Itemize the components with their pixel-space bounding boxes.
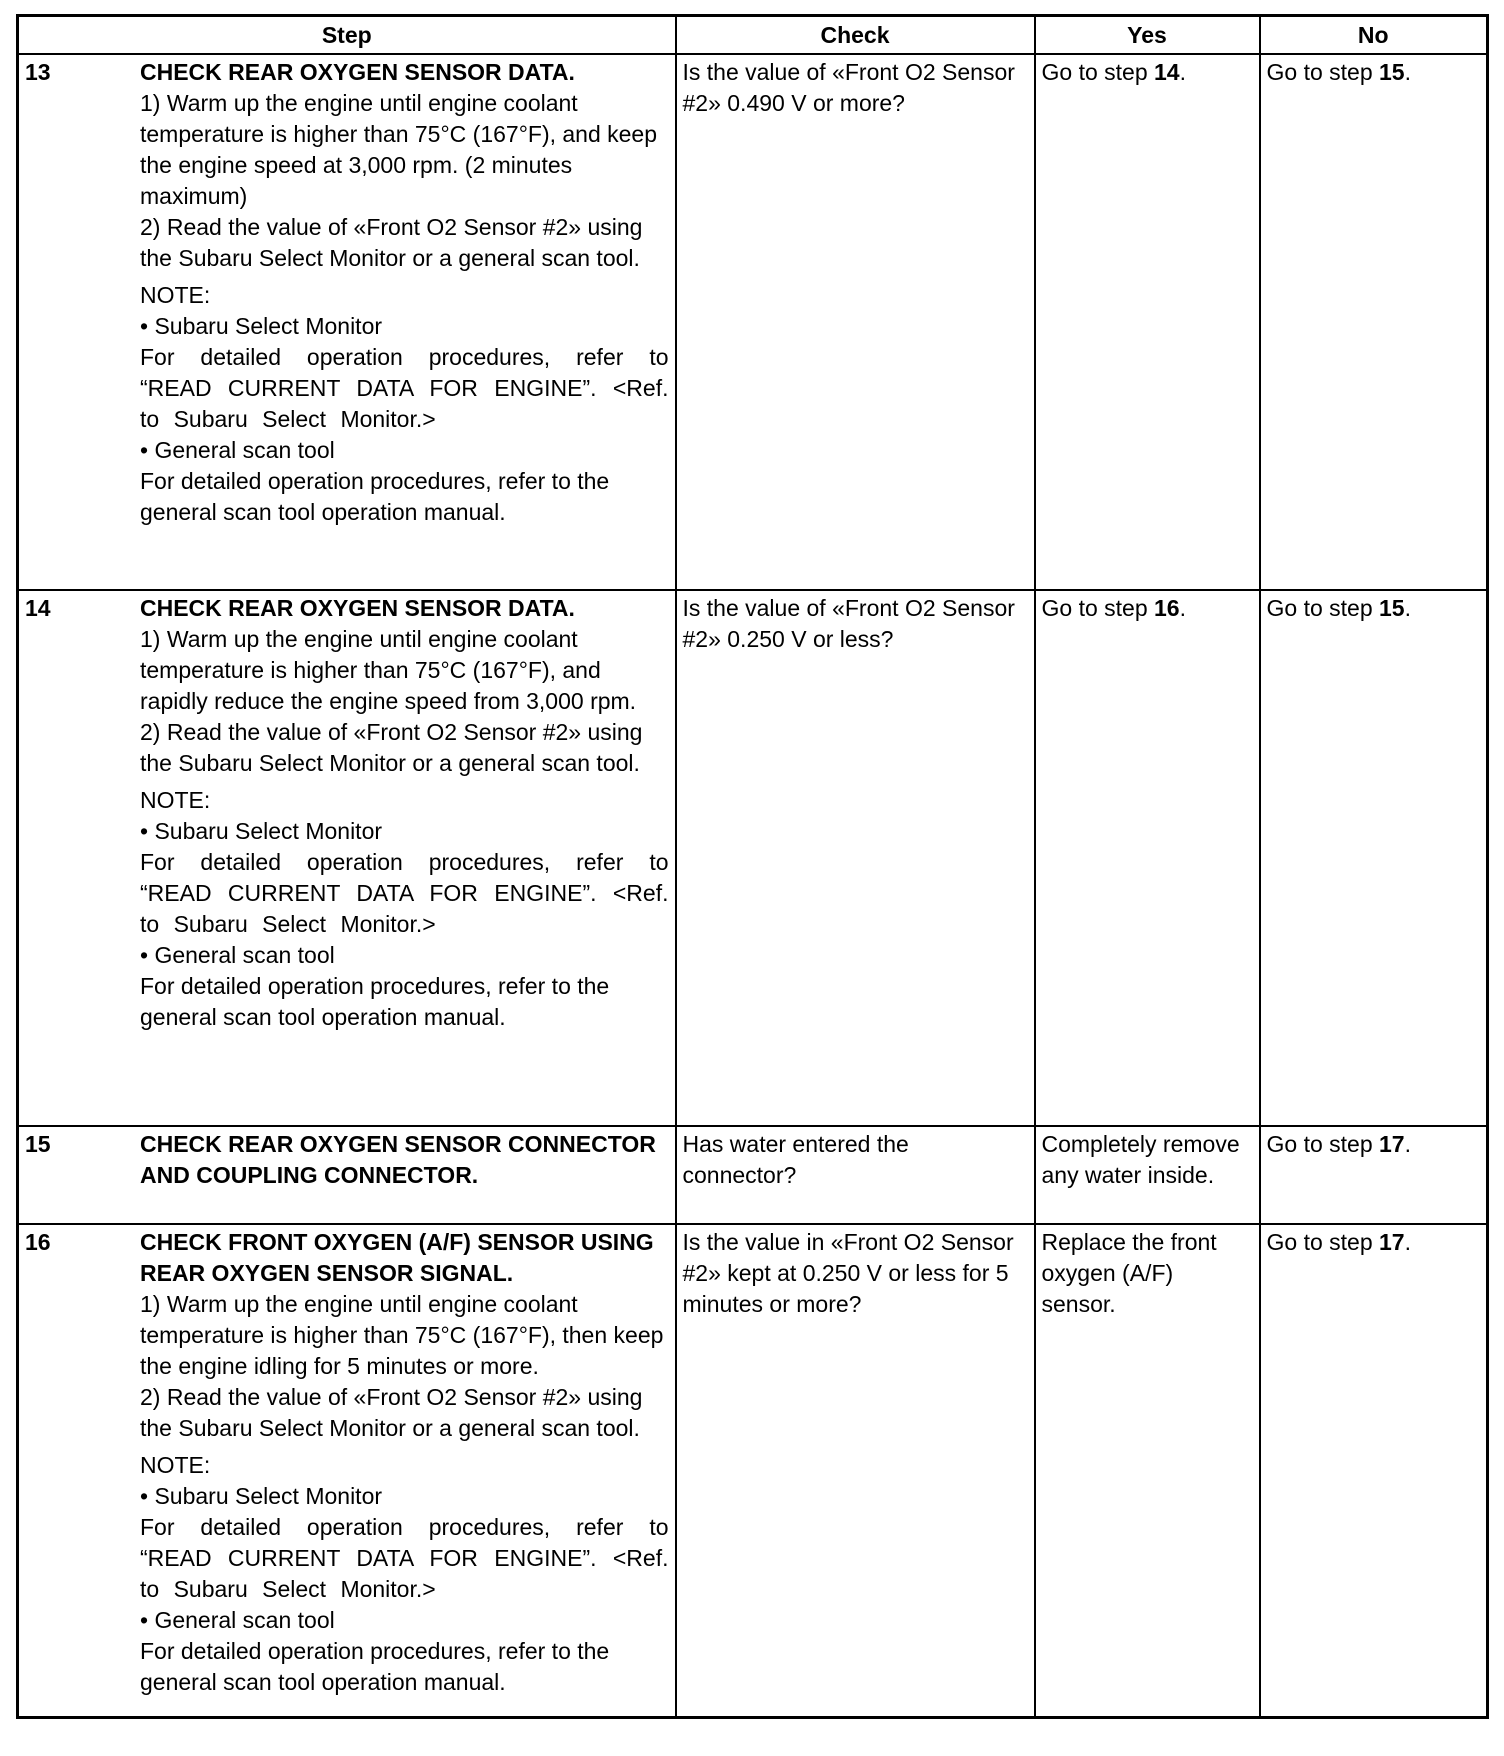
yes-step-link[interactable]: 16: [1154, 595, 1180, 621]
note-label: NOTE:: [140, 787, 211, 813]
no-cell: [1260, 54, 1488, 590]
no-cell: [1260, 1224, 1488, 1718]
yes-cell: [1035, 54, 1260, 590]
step-instruction-1: 1) Warm up the engine until engine coolant temperature is higher than 75°C (167°F), then keep the engine idling for 5 minutes or more.: [140, 1291, 664, 1379]
no-step-link[interactable]: 17: [1379, 1131, 1405, 1157]
no-cell: [1260, 590, 1488, 1126]
ref-link[interactable]: to Subaru Select Monitor.>: [140, 911, 436, 937]
step-cell: [18, 54, 676, 590]
bullet-general-scan-tool: • General scan tool: [140, 1605, 669, 1636]
no-suffix: .: [1404, 595, 1411, 621]
step-instruction-2: 2) Read the value of «Front O2 Sensor #2» using the Subaru Select Monitor or a general scan tool.: [140, 719, 643, 776]
no-step-link[interactable]: 17: [1379, 1229, 1405, 1255]
no-cell: [1260, 1126, 1488, 1224]
ref-text: “READ CURRENT DATA FOR ENGINE”. <Ref.: [140, 880, 669, 906]
step-instruction-1: 1) Warm up the engine until engine coolant temperature is higher than 75°C (167°F), and keep the engine speed at 3,000 rpm. (2 minutes maximum): [140, 90, 658, 209]
check-cell: Has water entered the connector?: [676, 1126, 1035, 1224]
ref-text: “READ CURRENT DATA FOR ENGINE”. <Ref.: [140, 375, 669, 401]
step-cell: [18, 1224, 676, 1718]
header-step: Step: [18, 16, 676, 55]
no-step-link[interactable]: 15: [1379, 59, 1405, 85]
table-row: [18, 1126, 1488, 1224]
note-label: NOTE:: [140, 1452, 211, 1478]
step-body: [140, 1127, 675, 1195]
step-number: 15: [25, 1131, 51, 1157]
yes-suffix: .: [1179, 59, 1186, 85]
no-prefix: Go to step: [1266, 595, 1380, 621]
ref-text: “READ CURRENT DATA FOR ENGINE”. <Ref.: [140, 1545, 669, 1571]
yes-cell: Replace the front oxygen (A/F) sensor.: [1035, 1224, 1260, 1718]
ref-text: For detailed operation procedures, refer to the general scan tool operation manual.: [140, 468, 610, 525]
table-row: [18, 1224, 1488, 1718]
step-instruction-2: 2) Read the value of «Front O2 Sensor #2» using the Subaru Select Monitor or a general scan tool.: [140, 214, 643, 271]
no-prefix: Go to step: [1266, 1229, 1380, 1255]
bullet-select-monitor: • Subaru Select Monitor: [140, 311, 669, 342]
step-body: [140, 1225, 675, 1716]
header-no: No: [1260, 16, 1488, 55]
bullet-select-monitor: • Subaru Select Monitor: [140, 1481, 669, 1512]
step-cell: [18, 1126, 676, 1224]
yes-step-link[interactable]: 14: [1154, 59, 1180, 85]
no-suffix: .: [1404, 59, 1411, 85]
ref-text: For detailed operation procedures, refer to the general scan tool operation manual.: [140, 973, 610, 1030]
bullet-general-scan-tool: • General scan tool: [140, 435, 669, 466]
step-body: [140, 55, 675, 540]
yes-prefix: Go to step: [1041, 59, 1155, 85]
step-cell: [18, 590, 676, 1126]
header-yes: Yes: [1035, 16, 1260, 55]
step-number: 13: [25, 59, 51, 85]
check-cell: Is the value of «Front O2 Sensor #2» 0.250 V or less?: [676, 590, 1035, 1126]
ref-link[interactable]: to Subaru Select Monitor.>: [140, 1576, 436, 1602]
diagnostic-table: [16, 14, 1489, 1719]
check-cell: Is the value in «Front O2 Sensor #2» kept at 0.250 V or less for 5 minutes or more?: [676, 1224, 1035, 1718]
table-row: [18, 54, 1488, 590]
header-row: [18, 16, 1488, 55]
step-title: CHECK REAR OXYGEN SENSOR DATA.: [140, 595, 575, 621]
no-step-link[interactable]: 15: [1379, 595, 1405, 621]
step-instruction-2: 2) Read the value of «Front O2 Sensor #2» using the Subaru Select Monitor or a general scan tool.: [140, 1384, 643, 1441]
no-prefix: Go to step: [1266, 59, 1380, 85]
yes-prefix: Go to step: [1041, 595, 1155, 621]
step-number: 16: [25, 1229, 51, 1255]
check-cell: Is the value of «Front O2 Sensor #2» 0.490 V or more?: [676, 54, 1035, 590]
step-instruction-1: 1) Warm up the engine until engine coolant temperature is higher than 75°C (167°F), and rapidly reduce the engine speed from 3,000 rpm.: [140, 626, 637, 714]
table-row: [18, 590, 1488, 1126]
ref-text: For detailed operation procedures, refer to: [140, 344, 669, 370]
header-check: Check: [676, 16, 1035, 55]
ref-text: For detailed operation procedures, refer to: [140, 849, 669, 875]
note-label: NOTE:: [140, 282, 211, 308]
ref-text: For detailed operation procedures, refer to the general scan tool operation manual.: [140, 1638, 610, 1695]
no-suffix: .: [1404, 1131, 1411, 1157]
step-title: CHECK FRONT OXYGEN (A/F) SENSOR USING REAR OXYGEN SENSOR SIGNAL.: [140, 1229, 654, 1286]
step-title: CHECK REAR OXYGEN SENSOR CONNECTOR AND COUPLING CONNECTOR.: [140, 1131, 656, 1188]
step-number: 14: [25, 595, 51, 621]
no-suffix: .: [1404, 1229, 1411, 1255]
yes-cell: Completely remove any water inside.: [1035, 1126, 1260, 1224]
ref-text: For detailed operation procedures, refer to: [140, 1514, 669, 1540]
ref-link[interactable]: to Subaru Select Monitor.>: [140, 406, 436, 432]
step-body: [140, 591, 675, 1045]
bullet-select-monitor: • Subaru Select Monitor: [140, 816, 669, 847]
yes-cell: [1035, 590, 1260, 1126]
step-title: CHECK REAR OXYGEN SENSOR DATA.: [140, 59, 575, 85]
bullet-general-scan-tool: • General scan tool: [140, 940, 669, 971]
no-prefix: Go to step: [1266, 1131, 1380, 1157]
yes-suffix: .: [1179, 595, 1186, 621]
